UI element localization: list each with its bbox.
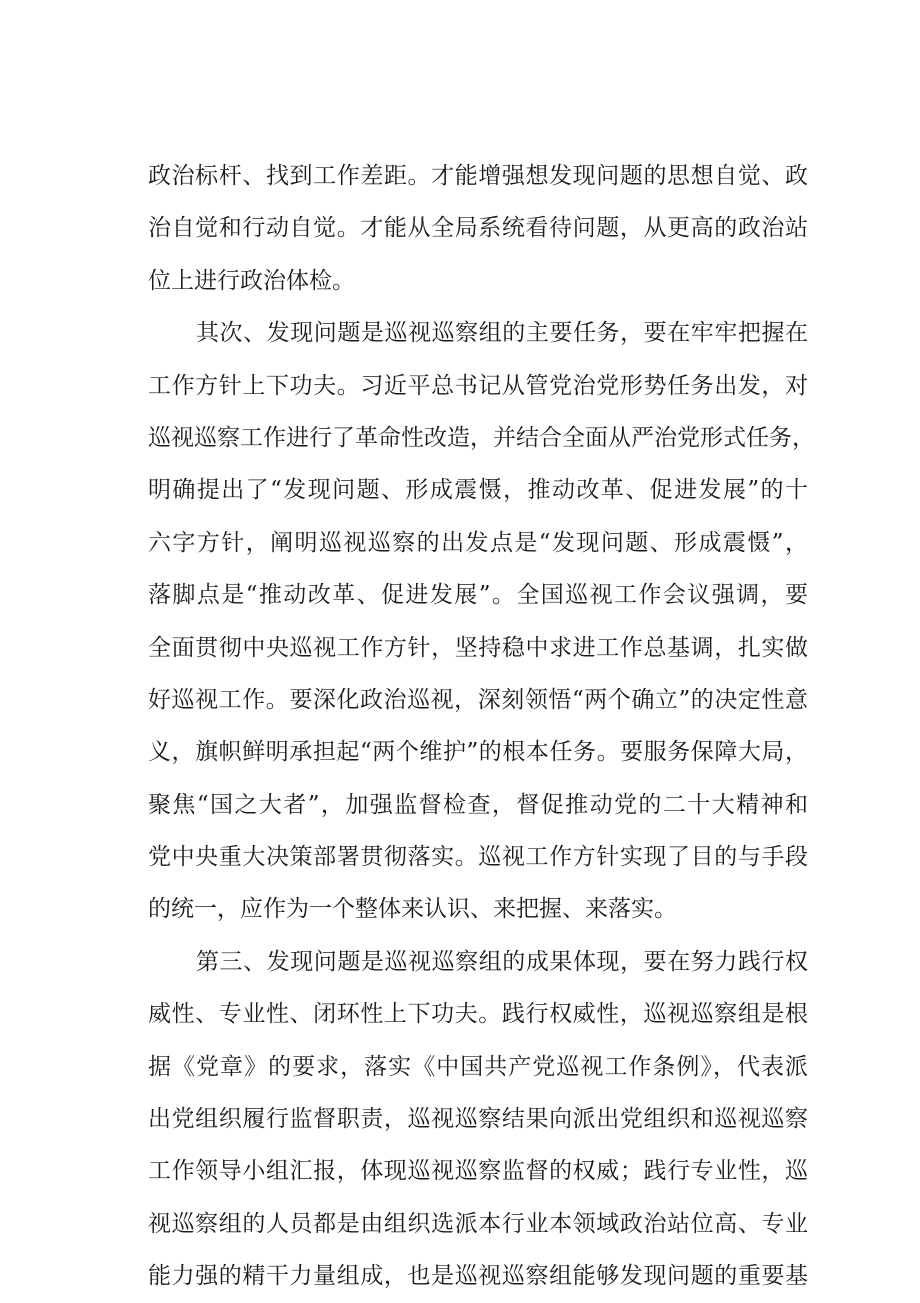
text-line: 好巡视工作。要深化政治巡视，深刻领悟“两个确立”的决定性意: [148, 686, 808, 713]
text-line: 的统一，应作为一个整体来认识、来把握、来落实。: [148, 896, 677, 923]
text-line: 党中央重大决策部署贯彻落实。巡视工作方针实现了目的与手段: [148, 844, 808, 871]
text-line: 政治标杆、找到工作差距。才能增强想发现问题的思想自觉、政: [148, 163, 808, 189]
text-line: 明确提出了“发现问题、形成震慑，推动改革、促进发展”的十: [148, 477, 808, 504]
text-line: 出党组织履行监督职责，巡视巡察结果向派出党组织和巡视巡察: [148, 1106, 808, 1133]
body-text: [148, 150, 815, 1303]
text-line: 聚焦“国之大者”，加强监督检查，督促推动党的二十大精神和: [148, 791, 808, 818]
text-line: 义，旗帜鲜明承担起“两个维护”的根本任务。要服务保障大局，: [148, 739, 808, 766]
text-line: 位上进行政治体检。: [148, 267, 355, 294]
text-line: 视巡察组的人员都是由组织选派本行业本领域政治站位高、专业: [148, 1210, 808, 1237]
text-line: 威性、专业性、闭环性上下功夫。践行权威性，巡视巡察组是根: [148, 1001, 808, 1028]
text-line: 工作方针上下功夫。习近平总书记从管党治党形势任务出发，对: [148, 372, 808, 399]
paragraph-first-line: 第三、发现问题是巡视巡察组的成果体现，要在努力践行权: [196, 948, 808, 975]
text-line: 能力强的精干力量组成，也是巡视巡察组能够发现问题的重要基: [148, 1263, 808, 1290]
text-line: 全面贯彻中央巡视工作方针，坚持稳中求进工作总基调，扎实做: [148, 634, 808, 661]
text-line: 巡视巡察工作进行了革命性改造，并结合全面从严治党形式任务，: [148, 424, 815, 451]
text-line: 工作领导小组汇报，体现巡视巡察监督的权威；践行专业性，巡: [148, 1158, 808, 1185]
paragraph-first-line: 其次、发现问题是巡视巡察组的主要任务，要在牢牢把握在: [196, 320, 808, 347]
text-line: 六字方针，阐明巡视巡察的出发点是“发现问题、形成震慑”，: [148, 529, 808, 556]
text-line: 治自觉和行动自觉。才能从全局系统看待问题，从更高的政治站: [148, 215, 808, 242]
text-line: 据《党章》的要求，落实《中国共产党巡视工作条例》，代表派: [148, 1053, 808, 1080]
text-line: 落脚点是“推动改革、促进发展”。全国巡视工作会议强调，要: [148, 582, 808, 609]
